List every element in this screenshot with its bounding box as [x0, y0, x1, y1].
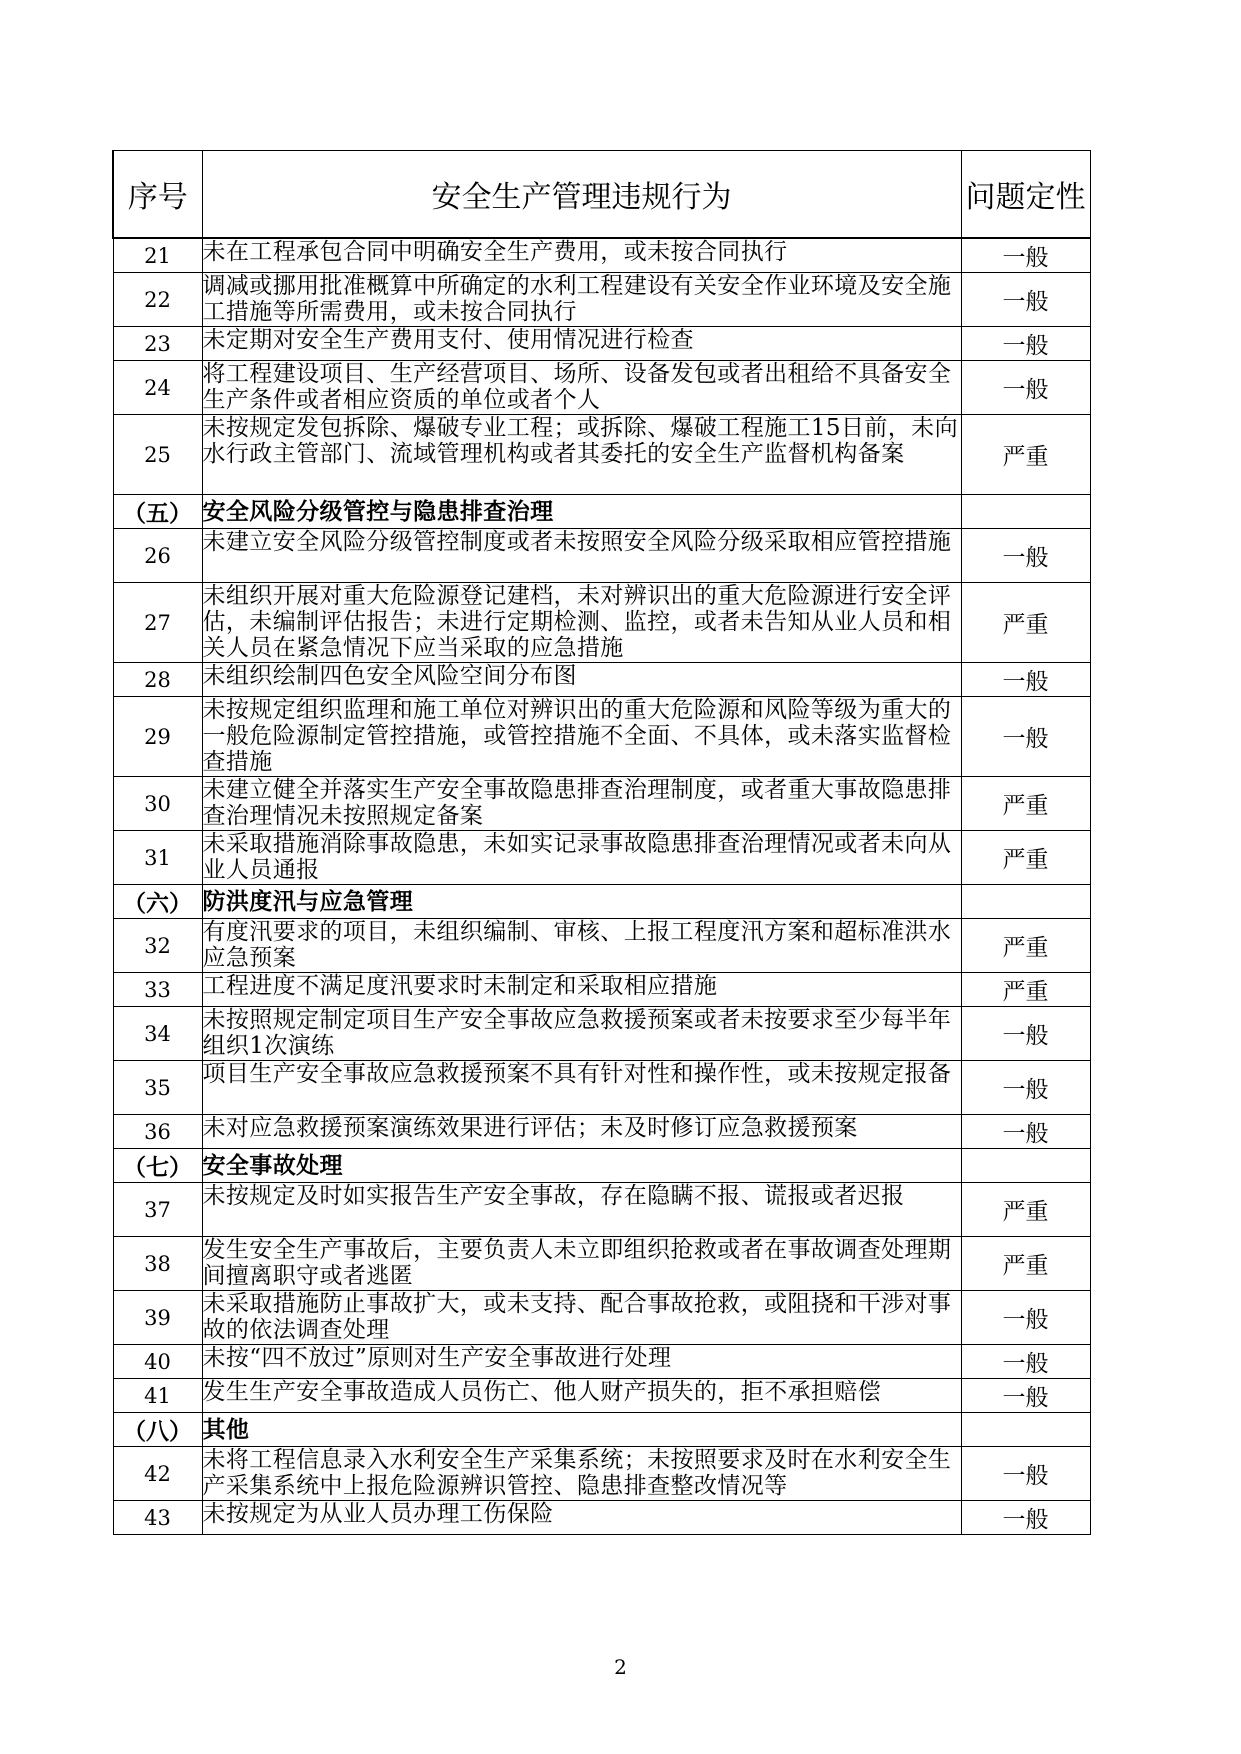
row-number: 28	[113, 663, 202, 697]
table-row	[113, 1061, 1090, 1115]
row-number: 23	[113, 327, 202, 361]
violation-description: 未按规定及时如实报告生产安全事故，存在隐瞒不报、谎报或者迟报	[202, 1183, 961, 1237]
violation-description: 未将工程信息录入水利安全生产采集系统；未按照要求及时在水利安全生产采集系统中上报危险源辨识管控、隐患排查整改情况等	[202, 1447, 961, 1501]
violation-description: 未按照规定制定项目生产安全事故应急救援预案或者未按要求至少每半年组织1次演练	[202, 1007, 961, 1061]
section-title: 其他	[202, 1413, 961, 1447]
table-row	[113, 327, 1090, 361]
row-number: （八）	[113, 1413, 202, 1447]
table-row	[113, 777, 1090, 831]
section-title: 防洪度汛与应急管理	[202, 885, 961, 919]
classification-cell: 严重	[961, 1237, 1090, 1291]
violation-description: 发生生产安全事故造成人员伤亡、他人财产损失的，拒不承担赔偿	[202, 1379, 961, 1413]
header-description: 安全生产管理违规行为	[202, 151, 961, 239]
classification-cell: 一般	[961, 1115, 1090, 1149]
classification-cell: 一般	[961, 1291, 1090, 1345]
table-row	[113, 273, 1090, 327]
classification-cell	[961, 495, 1090, 529]
classification-cell: 一般	[961, 529, 1090, 583]
table-row	[113, 1291, 1090, 1345]
table-row	[113, 697, 1090, 777]
section-title: 安全事故处理	[202, 1149, 961, 1183]
violation-description: 将工程建设项目、生产经营项目、场所、设备发包或者出租给不具备安全生产条件或者相应资质的单位或者个人	[202, 361, 961, 415]
table-row	[113, 238, 1090, 273]
violation-description: 未组织开展对重大危险源登记建档，未对辨识出的重大危险源进行安全评估，未编制评估报告；未进行定期检测、监控，或者未告知从业人员和相关人员在紧急情况下应当采取的应急措施	[202, 583, 961, 663]
table-row	[113, 1345, 1090, 1379]
classification-cell: 严重	[961, 583, 1090, 663]
classification-cell: 一般	[961, 361, 1090, 415]
classification-cell: 一般	[961, 1061, 1090, 1115]
classification-cell: 严重	[961, 973, 1090, 1007]
table-row	[113, 1501, 1090, 1535]
table-row	[113, 529, 1090, 583]
classification-cell: 严重	[961, 415, 1090, 495]
row-number: （七）	[113, 1149, 202, 1183]
violation-description: 未组织绘制四色安全风险空间分布图	[202, 663, 961, 697]
table-row	[113, 831, 1090, 885]
section-title: 安全风险分级管控与隐患排查治理	[202, 495, 961, 529]
row-number: 43	[113, 1501, 202, 1535]
classification-cell: 一般	[961, 238, 1090, 273]
violation-description: 工程进度不满足度汛要求时未制定和采取相应措施	[202, 973, 961, 1007]
row-number: 41	[113, 1379, 202, 1413]
classification-cell: 一般	[961, 1345, 1090, 1379]
table-row	[113, 663, 1090, 697]
classification-cell: 严重	[961, 831, 1090, 885]
header-number: 序号	[113, 151, 202, 239]
row-number: 21	[113, 238, 202, 273]
violation-description: 未按规定为从业人员办理工伤保险	[202, 1501, 961, 1535]
row-number: 30	[113, 777, 202, 831]
header-classification: 问题定性	[961, 151, 1090, 239]
classification-cell: 一般	[961, 1007, 1090, 1061]
violation-description: 未按“四不放过”原则对生产安全事故进行处理	[202, 1345, 961, 1379]
classification-cell: 一般	[961, 327, 1090, 361]
table-body	[113, 238, 1090, 1535]
row-number: 35	[113, 1061, 202, 1115]
row-number: （五）	[113, 495, 202, 529]
row-number: 34	[113, 1007, 202, 1061]
table-row	[113, 973, 1090, 1007]
table-row	[113, 1379, 1090, 1413]
violation-description: 项目生产安全事故应急救援预案不具有针对性和操作性，或未按规定报备	[202, 1061, 961, 1115]
classification-cell: 严重	[961, 919, 1090, 973]
row-number: 32	[113, 919, 202, 973]
violation-description: 未在工程承包合同中明确安全生产费用，或未按合同执行	[202, 238, 961, 273]
row-number: 26	[113, 529, 202, 583]
row-number: 31	[113, 831, 202, 885]
page-number: 2	[614, 1655, 627, 1679]
violation-description: 未采取措施防止事故扩大，或未支持、配合事故抢救，或阻挠和干涉对事故的依法调查处理	[202, 1291, 961, 1345]
violation-description: 调减或挪用批准概算中所确定的水利工程建设有关安全作业环境及安全施工措施等所需费用，或未按合同执行	[202, 273, 961, 327]
classification-cell: 一般	[961, 697, 1090, 777]
row-number: 39	[113, 1291, 202, 1345]
violation-description: 未按规定组织监理和施工单位对辨识出的重大危险源和风险等级为重大的一般危险源制定管控措施，或管控措施不全面、不具体，或未落实监督检查措施	[202, 697, 961, 777]
classification-cell	[961, 885, 1090, 919]
violation-description: 发生安全生产事故后，主要负责人未立即组织抢救或者在事故调查处理期间擅离职守或者逃匿	[202, 1237, 961, 1291]
classification-cell: 一般	[961, 1447, 1090, 1501]
classification-cell: 一般	[961, 663, 1090, 697]
row-number: （六）	[113, 885, 202, 919]
table-row	[113, 919, 1090, 973]
section-row	[113, 1413, 1090, 1447]
row-number: 40	[113, 1345, 202, 1379]
table-row	[113, 583, 1090, 663]
classification-cell	[961, 1413, 1090, 1447]
violation-description: 未定期对安全生产费用支付、使用情况进行检查	[202, 327, 961, 361]
section-row	[113, 495, 1090, 529]
row-number: 29	[113, 697, 202, 777]
row-number: 22	[113, 273, 202, 327]
classification-cell: 严重	[961, 777, 1090, 831]
table-row	[113, 1007, 1090, 1061]
violations-table	[112, 150, 1091, 1535]
classification-cell: 一般	[961, 1379, 1090, 1413]
classification-cell: 一般	[961, 1501, 1090, 1535]
table-row	[113, 1183, 1090, 1237]
table-row	[113, 361, 1090, 415]
table-header	[113, 151, 1090, 239]
violation-description: 未建立健全并落实生产安全事故隐患排查治理制度，或者重大事故隐患排查治理情况未按照规定备案	[202, 777, 961, 831]
row-number: 42	[113, 1447, 202, 1501]
table-row	[113, 1447, 1090, 1501]
table-row	[113, 1237, 1090, 1291]
table-row	[113, 1115, 1090, 1149]
row-number: 36	[113, 1115, 202, 1149]
violation-description: 未建立安全风险分级管控制度或者未按照安全风险分级采取相应管控措施	[202, 529, 961, 583]
row-number: 27	[113, 583, 202, 663]
row-number: 33	[113, 973, 202, 1007]
classification-cell: 严重	[961, 1183, 1090, 1237]
row-number: 38	[113, 1237, 202, 1291]
classification-cell: 一般	[961, 273, 1090, 327]
section-row	[113, 1149, 1090, 1183]
violation-description: 有度汛要求的项目，未组织编制、审核、上报工程度汛方案和超标准洪水应急预案	[202, 919, 961, 973]
row-number: 25	[113, 415, 202, 495]
violation-description: 未采取措施消除事故隐患，未如实记录事故隐患排查治理情况或者未向从业人员通报	[202, 831, 961, 885]
violation-description: 未按规定发包拆除、爆破专业工程；或拆除、爆破工程施工15日前，未向水行政主管部门、流域管理机构或者其委托的安全生产监督机构备案	[202, 415, 961, 495]
violation-description: 未对应急救援预案演练效果进行评估；未及时修订应急救援预案	[202, 1115, 961, 1149]
table-row	[113, 415, 1090, 495]
section-row	[113, 885, 1090, 919]
classification-cell	[961, 1149, 1090, 1183]
row-number: 37	[113, 1183, 202, 1237]
row-number: 24	[113, 361, 202, 415]
